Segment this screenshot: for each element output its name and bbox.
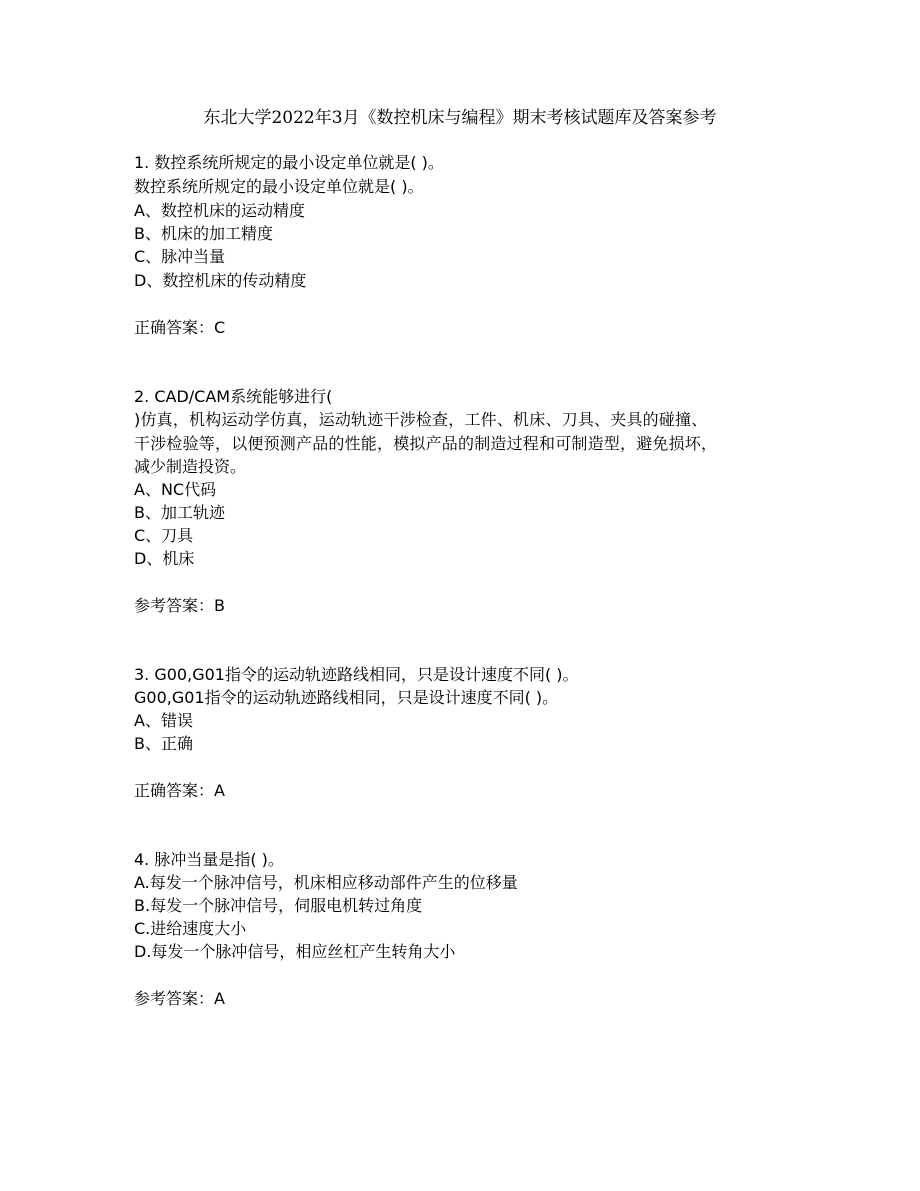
question-3-heading: 3. G00,G01指令的运动轨迹路线相同，只是设计速度不同( )。 bbox=[134, 665, 579, 684]
question-4-answer: 参考答案：A bbox=[134, 989, 225, 1008]
question-4-option-d: D.每发一个脉冲信号，相应丝杠产生转角大小 bbox=[134, 942, 456, 961]
question-2-option-d: D、机床 bbox=[134, 549, 195, 568]
question-4-option-a: A.每发一个脉冲信号，机床相应移动部件产生的位移量 bbox=[134, 873, 518, 892]
question-2-option-a: A、NC代码 bbox=[134, 480, 217, 499]
question-1-heading: 1. 数控系统所规定的最小设定单位就是( )。 bbox=[134, 153, 444, 172]
question-2-answer: 参考答案：B bbox=[134, 596, 225, 615]
question-1-option-b: B、机床的加工精度 bbox=[134, 224, 273, 243]
question-4-option-b: B.每发一个脉冲信号，伺服电机转过角度 bbox=[134, 896, 423, 915]
question-3-stem: G00,G01指令的运动轨迹路线相同，只是设计速度不同( )。 bbox=[134, 688, 559, 707]
question-1-stem: 数控系统所规定的最小设定单位就是( )。 bbox=[134, 177, 424, 196]
question-4-option-c: C.进给速度大小 bbox=[134, 919, 247, 938]
question-1-option-a: A、数控机床的运动精度 bbox=[134, 201, 305, 220]
question-2-heading: 2. CAD/CAM系统能够进行( bbox=[134, 387, 333, 406]
question-1-option-d: D、数控机床的传动精度 bbox=[134, 271, 307, 290]
question-3-option-a: A、错误 bbox=[134, 711, 193, 730]
question-2-option-c: C、刀具 bbox=[134, 526, 194, 545]
question-1-option-c: C、脉冲当量 bbox=[134, 247, 226, 266]
document-title: 东北大学2022年3月《数控机床与编程》期末考核试题库及答案参考 bbox=[203, 108, 717, 128]
question-2-option-b: B、加工轨迹 bbox=[134, 503, 225, 522]
question-4-heading: 4. 脉冲当量是指( )。 bbox=[134, 850, 284, 869]
question-3-answer: 正确答案：A bbox=[134, 781, 225, 800]
question-2-stem-line-2: 干涉检验等，以便预测产品的性能，模拟产品的制造过程和可制造型，避免损坏， bbox=[134, 434, 718, 453]
question-2-stem-line-3: 减少制造投资。 bbox=[134, 457, 247, 476]
question-2-stem-line-1: )仿真，机构运动学仿真，运动轨迹干涉检查，工件、机床、刀具、夹具的碰撞、 bbox=[134, 410, 708, 429]
question-3-option-b: B、正确 bbox=[134, 734, 193, 753]
question-1-answer: 正确答案：C bbox=[134, 318, 226, 337]
